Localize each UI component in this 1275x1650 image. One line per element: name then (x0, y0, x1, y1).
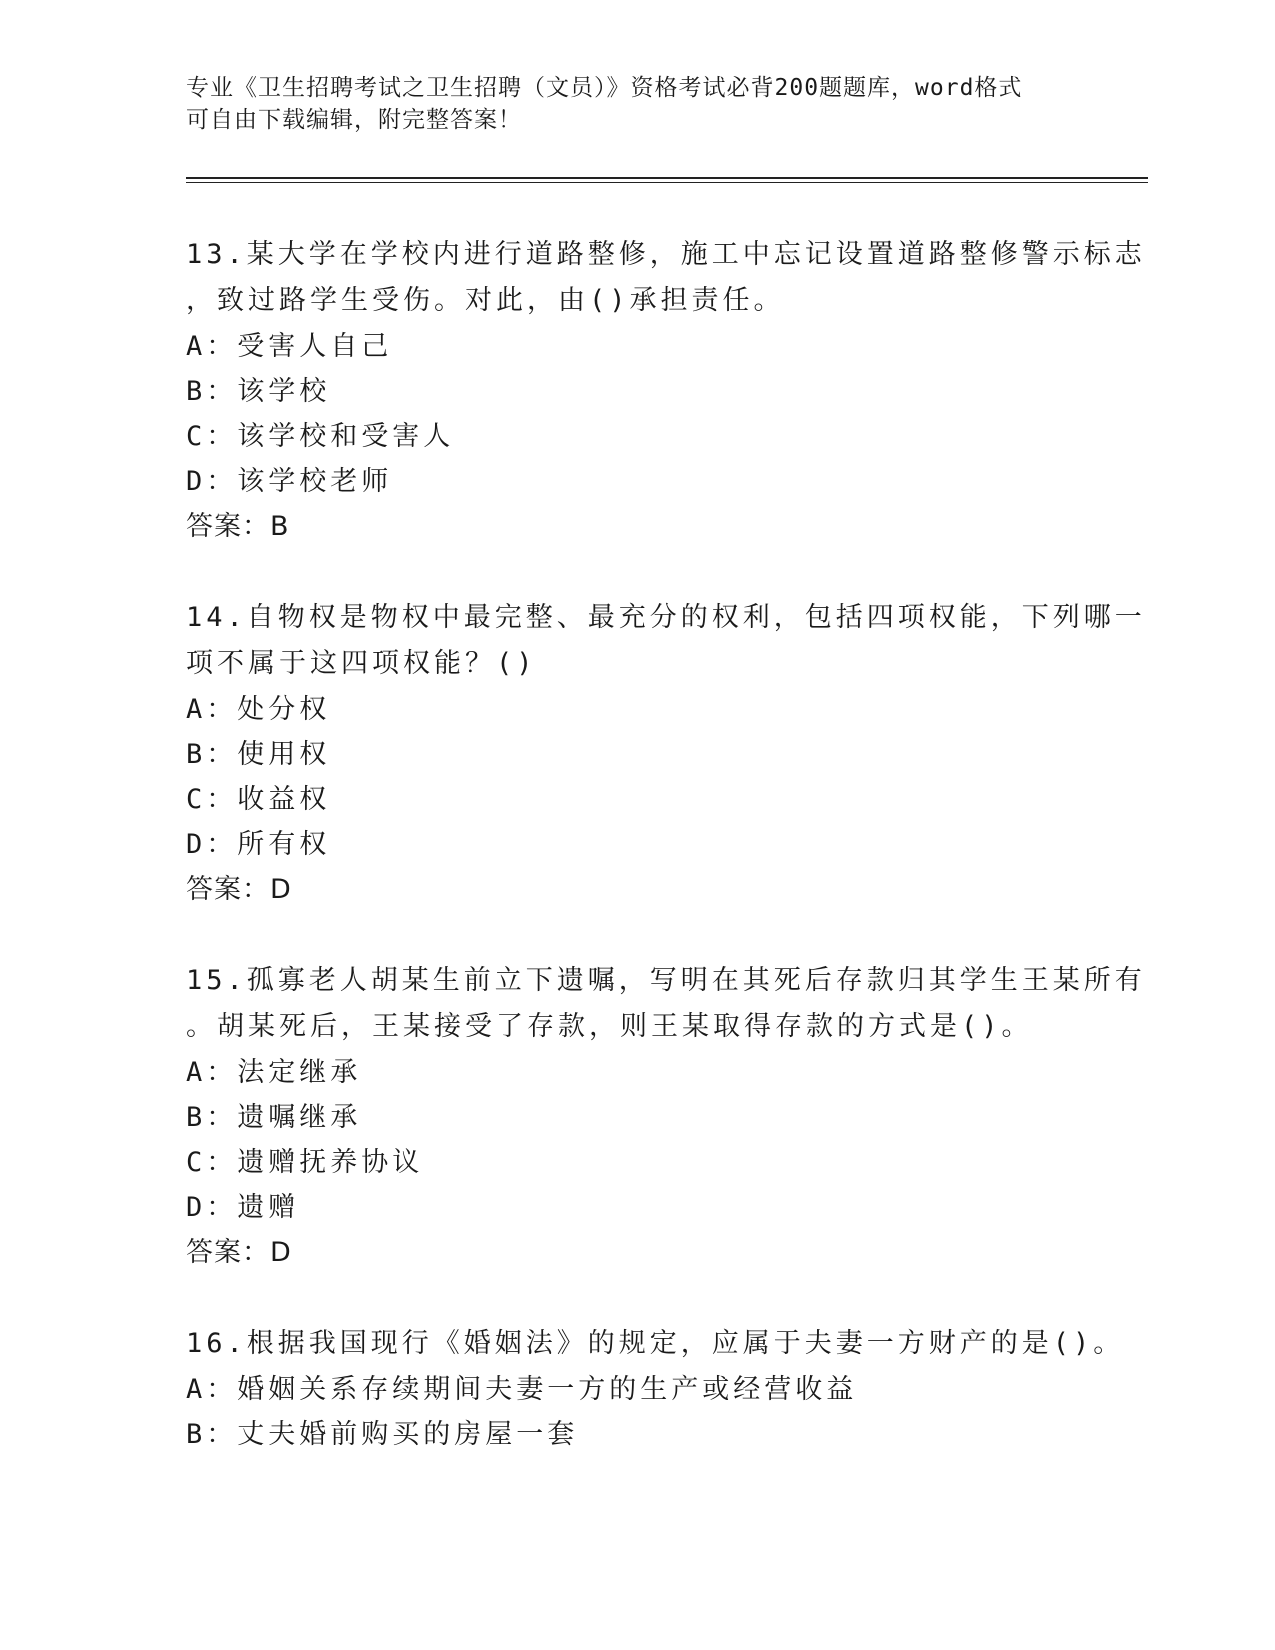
option-a: A：婚姻关系存续期间夫妻一方的生产或经营收益 (186, 1374, 858, 1405)
question-text: 项不属于这四项权能？() (186, 648, 537, 679)
option-a: A：法定继承 (186, 1057, 362, 1088)
question-list (186, 232, 1146, 1502)
question-text: 13.某大学在学校内进行道路整修，施工中忘记设置道路整修警示标志 (186, 239, 1146, 270)
option-c: C：该学校和受害人 (186, 421, 455, 452)
document-header (186, 72, 1066, 136)
question-text: 。胡某死后，王某接受了存款，则王某取得存款的方式是()。 (186, 1011, 1033, 1042)
question-13 (186, 232, 1146, 550)
option-b: B：使用权 (186, 739, 331, 770)
header-divider-thick (186, 177, 1148, 179)
option-d: D：该学校老师 (186, 466, 393, 497)
question-text: ，致过路学生受伤。对此，由()承担责任。 (186, 285, 785, 316)
question-text: 14.自物权是物权中最完整、最充分的权利，包括四项权能，下列哪一 (186, 602, 1146, 633)
question-15 (186, 958, 1146, 1276)
option-a: A：受害人自己 (186, 331, 393, 362)
header-divider-thin (186, 182, 1148, 183)
question-text: 15.孤寡老人胡某生前立下遗嘱，写明在其死后存款归其学生王某所有 (186, 965, 1146, 996)
question-text: 16.根据我国现行《婚姻法》的规定，应属于夫妻一方财产的是()。 (186, 1328, 1125, 1359)
option-a: A：处分权 (186, 694, 331, 725)
answer-text: 答案：D (186, 1237, 292, 1268)
question-14 (186, 595, 1146, 913)
header-line-2: 可自由下载编辑，附完整答案！ (186, 107, 522, 133)
option-b: B：遗嘱继承 (186, 1102, 362, 1133)
option-c: C：收益权 (186, 784, 331, 815)
option-b: B：该学校 (186, 376, 331, 407)
option-d: D：遗赠 (186, 1192, 300, 1223)
option-b: B：丈夫婚前购买的房屋一套 (186, 1419, 579, 1450)
answer-text: 答案：B (186, 511, 290, 542)
header-line-1: 专业《卫生招聘考试之卫生招聘（文员）》资格考试必背200题题库，word格式 (186, 75, 1023, 101)
option-d: D：所有权 (186, 829, 331, 860)
answer-text: 答案：D (186, 874, 292, 905)
option-c: C：遗赠抚养协议 (186, 1147, 424, 1178)
question-16 (186, 1321, 1125, 1457)
